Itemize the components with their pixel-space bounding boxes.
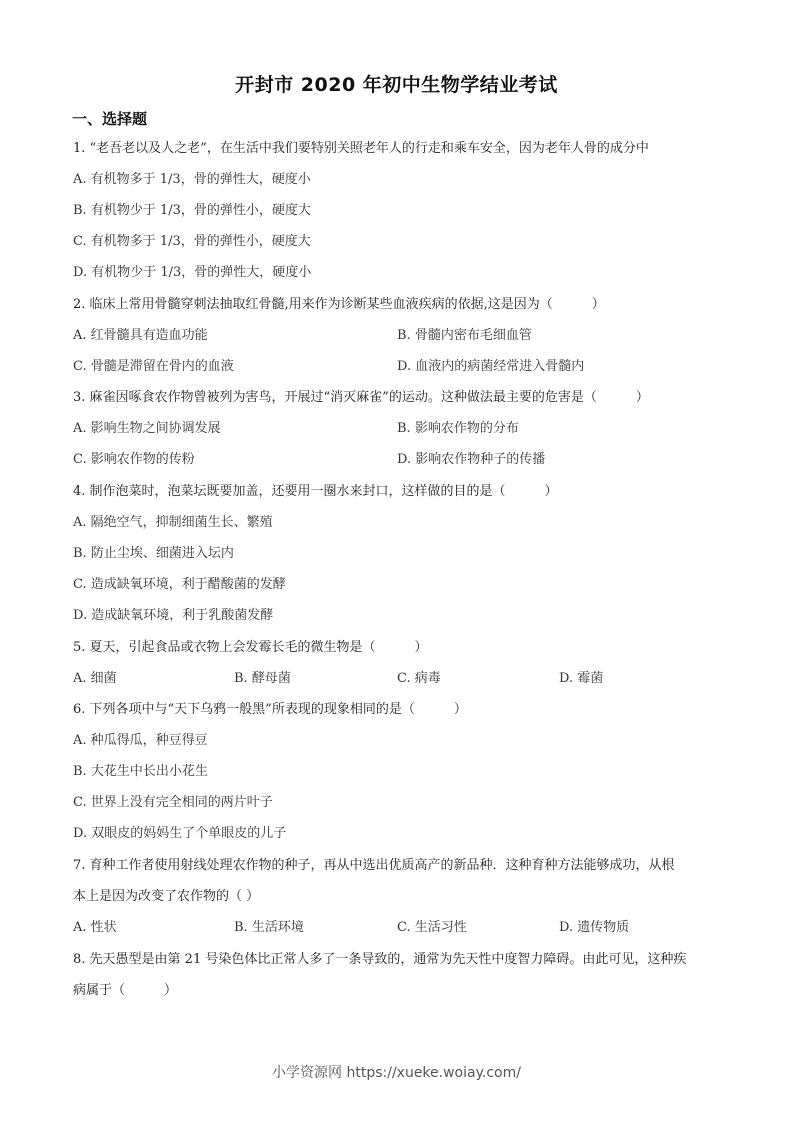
question-3-stem: 3. 麻雀因啄食农作物曾被列为害鸟，开展过“消灭麻雀”的运动。这种做法最主要的危害是（ ） bbox=[73, 390, 649, 405]
question-8-stem-line-2: 病属于（ ） bbox=[73, 983, 178, 998]
question-6-option-d: D. 双眼皮的妈妈生了个单眼皮的儿子 bbox=[73, 826, 287, 841]
question-2-option-d: D. 血液内的病菌经常进入骨髓内 bbox=[397, 359, 585, 374]
question-7-stem-line-1: 7. 育种工作者使用射线处理农作物的种子，再从中选出优质高产的新品种．这种育种方法能够成功，从根 bbox=[73, 858, 675, 873]
question-4-option-a: A. 隔绝空气，抑制细菌生长、繁殖 bbox=[73, 515, 273, 530]
question-3-option-b: B. 影响农作物的分布 bbox=[397, 421, 519, 436]
question-1-option-b: B. 有机物少于 1/3，骨的弹性小，硬度大 bbox=[73, 203, 311, 218]
question-8-stem-line-1: 8. 先天愚型是由第 21 号染色体比正常人多了一条导致的，通常为先天性中度智力障碍。由此可见，这种疾 bbox=[73, 952, 687, 967]
question-7-stem-line-2: 本上是因为改变了农作物的（ ） bbox=[73, 889, 260, 904]
question-5-stem: 5. 夏天，引起食品或衣物上会发霉长毛的微生物是（ ） bbox=[73, 640, 428, 655]
question-2-option-c: C. 骨髓是滞留在骨内的血液 bbox=[73, 359, 234, 374]
question-1-option-c: C. 有机物多于 1/3，骨的弹性小，硬度大 bbox=[73, 234, 311, 249]
question-2-stem: 2. 临床上常用骨髓穿刺法抽取红骨髓,用来作为诊断某些血液疾病的依据,这是因为（ ） bbox=[73, 297, 605, 312]
question-7-option-c: C. 生活习性 bbox=[397, 920, 467, 935]
question-2-option-b: B. 骨髓内密布毛细血管 bbox=[397, 328, 532, 343]
question-4-option-b: B. 防止尘埃、细菌进入坛内 bbox=[73, 546, 234, 561]
question-1-option-d: D. 有机物少于 1/3，骨的弹性大，硬度小 bbox=[73, 265, 312, 280]
question-3-option-a: A. 影响生物之间协调发展 bbox=[73, 421, 221, 436]
question-5-option-a: A. 细菌 bbox=[73, 671, 117, 686]
question-5-option-b: B. 酵母菌 bbox=[234, 671, 291, 686]
question-5-option-d: D. 霉菌 bbox=[559, 671, 604, 686]
question-1-stem: 1. “老吾老以及人之老”，在生活中我们要特别关照老年人的行走和乘车安全，因为老年人骨的成分中 bbox=[73, 141, 649, 156]
question-7-option-d: D. 遗传物质 bbox=[559, 920, 630, 935]
question-6-option-a: A. 种瓜得瓜，种豆得豆 bbox=[73, 733, 208, 748]
footer-watermark: 小学资源网 https://xueke.woiay.com/ bbox=[272, 1065, 521, 1081]
question-2-option-a: A. 红骨髓具有造血功能 bbox=[73, 328, 208, 343]
question-4-option-d: D. 造成缺氧环境，利于乳酸菌发酵 bbox=[73, 608, 274, 623]
section-heading: 一、选择题 bbox=[72, 110, 148, 128]
question-4-option-c: C. 造成缺氧环境，利于醋酸菌的发酵 bbox=[73, 577, 286, 592]
question-1-option-a: A. 有机物多于 1/3，骨的弹性大，硬度小 bbox=[73, 172, 311, 187]
question-3-option-c: C. 影响农作物的传粉 bbox=[73, 452, 195, 467]
question-6-option-c: C. 世界上没有完全相同的两片叶子 bbox=[73, 795, 273, 810]
question-7-option-b: B. 生活环境 bbox=[234, 920, 304, 935]
question-7-option-a: A. 性状 bbox=[73, 920, 117, 935]
question-3-option-d: D. 影响农作物种子的传播 bbox=[397, 452, 546, 467]
page-title: 开封市 2020 年初中生物学结业考试 bbox=[235, 74, 558, 96]
question-6-option-b: B. 大花生中长出小花生 bbox=[73, 764, 208, 779]
question-4-stem: 4. 制作泡菜时，泡菜坛既要加盖，还要用一圈水来封口，这样做的目的是（ ） bbox=[73, 484, 558, 499]
question-6-stem: 6. 下列各项中与“天下乌鸦一般黑”所表现的现象相同的是（ ） bbox=[73, 702, 467, 717]
question-5-option-c: C. 病毒 bbox=[397, 671, 441, 686]
